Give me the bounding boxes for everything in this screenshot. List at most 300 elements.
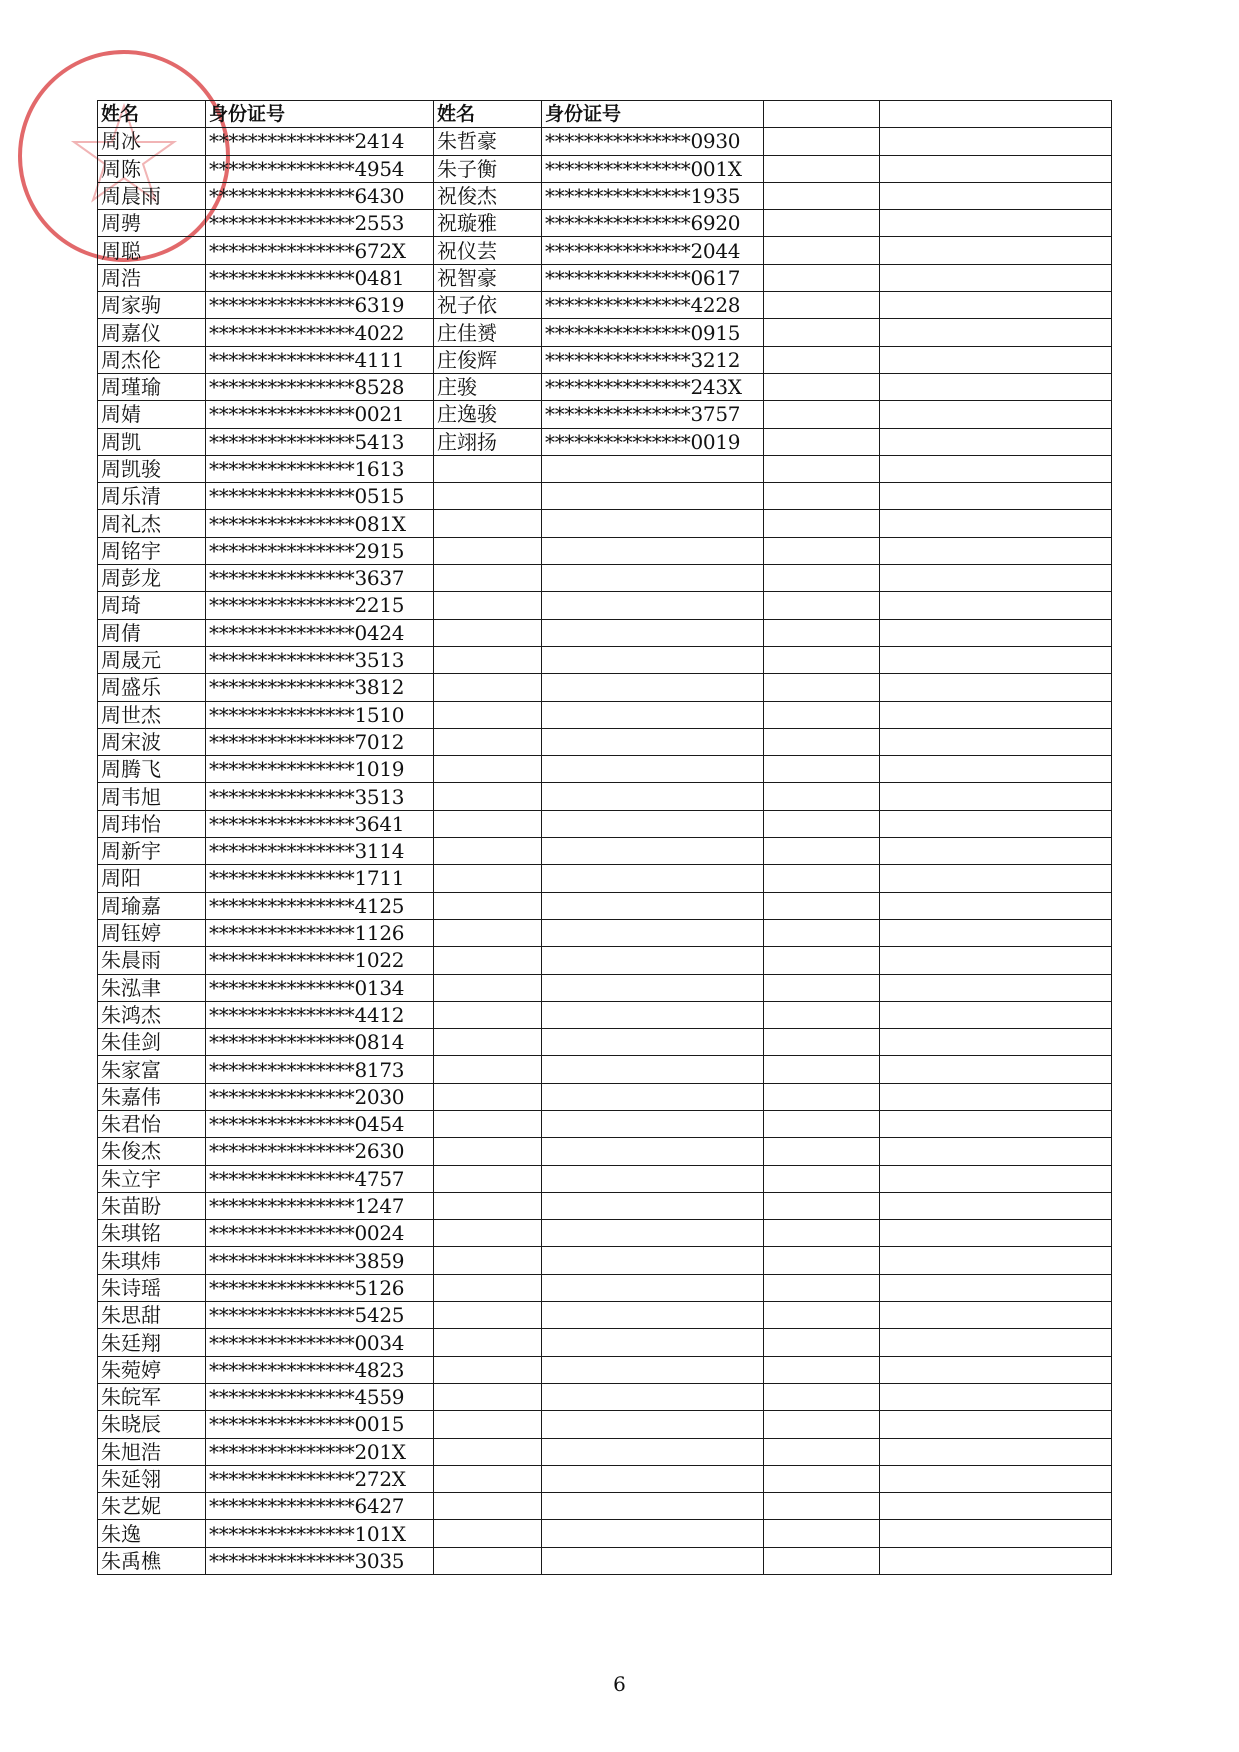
name-cell [434, 947, 542, 974]
id-number-cell: ***************3513 [206, 783, 434, 810]
blank-cell [764, 1520, 880, 1547]
table-row [98, 510, 1112, 537]
blank-cell [764, 401, 880, 428]
id-number-cell: ***************0814 [206, 1029, 434, 1056]
page-number: 6 [613, 1672, 626, 1696]
blank-cell [880, 1138, 1112, 1165]
id-number-cell [542, 1192, 764, 1219]
name-cell [434, 728, 542, 755]
column-header-name: 姓名 [98, 101, 206, 128]
id-number-cell [542, 537, 764, 564]
id-number-cell [542, 1056, 764, 1083]
id-number-cell: ***************1247 [206, 1192, 434, 1219]
name-cell [434, 756, 542, 783]
name-cell [434, 1220, 542, 1247]
blank-cell [764, 1356, 880, 1383]
name-cell [434, 892, 542, 919]
blank-cell [764, 810, 880, 837]
blank-cell [880, 1493, 1112, 1520]
table-row [98, 537, 1112, 564]
blank-cell [880, 1083, 1112, 1110]
blank-cell [764, 728, 880, 755]
id-number-cell: ***************001X [542, 155, 764, 182]
name-cell: 周瑜嘉 [98, 892, 206, 919]
id-number-cell: ***************272X [206, 1465, 434, 1492]
name-cell: 朱俊杰 [98, 1138, 206, 1165]
name-cell [434, 1192, 542, 1219]
name-cell: 祝智豪 [434, 264, 542, 291]
table-row [98, 455, 1112, 482]
name-cell: 周杰伦 [98, 346, 206, 373]
id-number-cell: ***************6427 [206, 1493, 434, 1520]
id-number-cell: ***************3114 [206, 838, 434, 865]
name-cell [434, 783, 542, 810]
id-number-cell: ***************4559 [206, 1383, 434, 1410]
name-cell [434, 455, 542, 482]
id-number-cell: ***************201X [206, 1438, 434, 1465]
id-number-cell: ***************1022 [206, 947, 434, 974]
blank-cell [764, 319, 880, 346]
id-number-cell: ***************0617 [542, 264, 764, 291]
name-cell [434, 1056, 542, 1083]
table-row [98, 1165, 1112, 1192]
name-cell: 周彭龙 [98, 565, 206, 592]
id-number-cell [542, 1383, 764, 1410]
table-row [98, 1383, 1112, 1410]
name-cell: 朱思甜 [98, 1302, 206, 1329]
name-cell: 周腾飞 [98, 756, 206, 783]
id-number-cell: ***************0481 [206, 264, 434, 291]
id-number-cell: ***************2030 [206, 1083, 434, 1110]
blank-cell [880, 428, 1112, 455]
name-cell [434, 865, 542, 892]
id-number-cell [542, 510, 764, 537]
name-cell [434, 510, 542, 537]
blank-cell [764, 537, 880, 564]
table-row [98, 346, 1112, 373]
table-row [98, 1192, 1112, 1219]
blank-cell [880, 1547, 1112, 1574]
id-number-cell: ***************0134 [206, 974, 434, 1001]
table-row [98, 1274, 1112, 1301]
id-number-cell [542, 756, 764, 783]
blank-cell [764, 865, 880, 892]
table-row [98, 1520, 1112, 1547]
id-number-cell: ***************5413 [206, 428, 434, 455]
name-cell: 朱佳剑 [98, 1029, 206, 1056]
name-cell [434, 674, 542, 701]
blank-cell [764, 919, 880, 946]
blank-cell [764, 237, 880, 264]
table-row [98, 1465, 1112, 1492]
blank-cell [880, 1329, 1112, 1356]
name-cell: 周瑾瑜 [98, 373, 206, 400]
name-cell [434, 592, 542, 619]
name-cell: 朱嘉伟 [98, 1083, 206, 1110]
id-number-cell: ***************672X [206, 237, 434, 264]
id-number-cell: ***************1613 [206, 455, 434, 482]
name-cell: 朱诗瑶 [98, 1274, 206, 1301]
id-number-cell [542, 646, 764, 673]
blank-cell [880, 728, 1112, 755]
name-cell [434, 1165, 542, 1192]
name-cell: 庄骏 [434, 373, 542, 400]
table-row [98, 674, 1112, 701]
id-number-cell [542, 838, 764, 865]
table-row [98, 1356, 1112, 1383]
name-cell [434, 1356, 542, 1383]
blank-cell [880, 264, 1112, 291]
id-number-cell: ***************3035 [206, 1547, 434, 1574]
id-number-cell: ***************243X [542, 373, 764, 400]
id-number-cell: ***************2215 [206, 592, 434, 619]
blank-cell [764, 1029, 880, 1056]
table-row [98, 1056, 1112, 1083]
name-cell [434, 619, 542, 646]
id-number-cell: ***************1935 [542, 182, 764, 209]
blank-cell [880, 1192, 1112, 1219]
blank-cell [764, 892, 880, 919]
name-cell: 周琦 [98, 592, 206, 619]
name-cell: 周宋波 [98, 728, 206, 755]
table-row [98, 838, 1112, 865]
id-number-cell: ***************2044 [542, 237, 764, 264]
name-cell: 朱菀婷 [98, 1356, 206, 1383]
blank-cell [764, 1220, 880, 1247]
name-cell [434, 838, 542, 865]
table-row [98, 919, 1112, 946]
id-number-cell [542, 1001, 764, 1028]
id-number-cell: ***************0034 [206, 1329, 434, 1356]
blank-cell [764, 1411, 880, 1438]
blank-cell [880, 1056, 1112, 1083]
table-row [98, 810, 1112, 837]
table-row [98, 1029, 1112, 1056]
blank-cell [880, 292, 1112, 319]
blank-cell [880, 1302, 1112, 1329]
name-cell: 朱晨雨 [98, 947, 206, 974]
table-row [98, 319, 1112, 346]
blank-cell [764, 292, 880, 319]
id-number-cell: ***************2553 [206, 210, 434, 237]
name-cell [434, 483, 542, 510]
name-cell: 朱晓辰 [98, 1411, 206, 1438]
id-number-cell: ***************4823 [206, 1356, 434, 1383]
table-row [98, 1138, 1112, 1165]
id-number-cell: ***************4022 [206, 319, 434, 346]
name-cell: 周铭宇 [98, 537, 206, 564]
table-row [98, 565, 1112, 592]
blank-cell [764, 619, 880, 646]
blank-cell [764, 592, 880, 619]
blank-cell [764, 1438, 880, 1465]
id-number-cell [542, 701, 764, 728]
id-number-cell: ***************0024 [206, 1220, 434, 1247]
blank-cell [880, 182, 1112, 209]
name-cell [434, 1247, 542, 1274]
name-cell [434, 1001, 542, 1028]
name-cell: 祝子依 [434, 292, 542, 319]
table-row [98, 1110, 1112, 1137]
blank-cell [880, 674, 1112, 701]
blank-cell [880, 810, 1112, 837]
table-row [98, 1438, 1112, 1465]
blank-cell [764, 210, 880, 237]
id-number-cell [542, 1411, 764, 1438]
name-cell: 朱禹樵 [98, 1547, 206, 1574]
id-number-cell: ***************2915 [206, 537, 434, 564]
blank-cell [764, 373, 880, 400]
blank-cell [764, 182, 880, 209]
table-row [98, 619, 1112, 646]
id-number-cell: ***************1711 [206, 865, 434, 892]
id-number-cell [542, 728, 764, 755]
name-cell: 庄翊扬 [434, 428, 542, 455]
blank-cell [880, 619, 1112, 646]
id-number-cell [542, 1302, 764, 1329]
blank-cell [764, 264, 880, 291]
blank-cell [880, 1247, 1112, 1274]
blank-cell [880, 1165, 1112, 1192]
id-number-cell: ***************6319 [206, 292, 434, 319]
name-cell: 朱鸿杰 [98, 1001, 206, 1028]
id-number-cell: ***************8528 [206, 373, 434, 400]
blank-cell [880, 483, 1112, 510]
id-number-cell: ***************3641 [206, 810, 434, 837]
table-row [98, 728, 1112, 755]
name-cell: 祝璇雅 [434, 210, 542, 237]
blank-cell [880, 974, 1112, 1001]
table-row [98, 974, 1112, 1001]
blank-cell [880, 701, 1112, 728]
table-row [98, 592, 1112, 619]
table-row [98, 483, 1112, 510]
blank-cell [764, 1329, 880, 1356]
blank-cell [764, 1247, 880, 1274]
blank-cell [764, 1493, 880, 1520]
name-cell: 朱哲豪 [434, 128, 542, 155]
name-cell: 朱艺妮 [98, 1493, 206, 1520]
name-cell: 周乐清 [98, 483, 206, 510]
name-cell: 祝俊杰 [434, 182, 542, 209]
table-row [98, 210, 1112, 237]
name-cell: 祝仪芸 [434, 237, 542, 264]
name-cell: 周凯骏 [98, 455, 206, 482]
id-number-cell [542, 1029, 764, 1056]
name-cell: 周礼杰 [98, 510, 206, 537]
name-cell [434, 646, 542, 673]
roster-table [97, 100, 1112, 1575]
header-row [98, 101, 1112, 128]
id-number-cell: ***************101X [206, 1520, 434, 1547]
id-number-cell [542, 1110, 764, 1137]
id-number-cell: ***************1019 [206, 756, 434, 783]
table-row [98, 756, 1112, 783]
id-number-cell [542, 892, 764, 919]
table-row [98, 1220, 1112, 1247]
name-cell [434, 1465, 542, 1492]
id-number-cell [542, 619, 764, 646]
id-number-cell: ***************3212 [542, 346, 764, 373]
blank-cell [764, 674, 880, 701]
table-row [98, 1247, 1112, 1274]
id-number-cell: ***************2414 [206, 128, 434, 155]
id-number-cell [542, 1329, 764, 1356]
name-cell: 周浩 [98, 264, 206, 291]
blank-cell [764, 1056, 880, 1083]
id-number-cell: ***************4228 [542, 292, 764, 319]
table-row [98, 1001, 1112, 1028]
name-cell [434, 1138, 542, 1165]
blank-cell [880, 919, 1112, 946]
blank-cell [764, 1001, 880, 1028]
name-cell: 朱廷翔 [98, 1329, 206, 1356]
name-cell: 周新宇 [98, 838, 206, 865]
id-number-cell [542, 1083, 764, 1110]
blank-cell [764, 1302, 880, 1329]
name-cell: 周倩 [98, 619, 206, 646]
blank-cell [880, 1411, 1112, 1438]
name-cell: 周婧 [98, 401, 206, 428]
blank-cell [880, 1383, 1112, 1410]
name-cell: 周嘉仪 [98, 319, 206, 346]
column-header-id: 身份证号 [206, 101, 434, 128]
blank-cell [764, 1192, 880, 1219]
id-number-cell [542, 947, 764, 974]
blank-cell [880, 155, 1112, 182]
blank-cell [880, 646, 1112, 673]
blank-cell [880, 865, 1112, 892]
id-number-cell: ***************0915 [542, 319, 764, 346]
name-cell [434, 1383, 542, 1410]
name-cell [434, 1547, 542, 1574]
blank-cell [880, 756, 1112, 783]
table-row [98, 1083, 1112, 1110]
table-row [98, 1493, 1112, 1520]
id-number-cell: ***************6920 [542, 210, 764, 237]
table-row [98, 401, 1112, 428]
name-cell: 朱逸 [98, 1520, 206, 1547]
table-row [98, 128, 1112, 155]
blank-cell [880, 1220, 1112, 1247]
blank-cell [764, 483, 880, 510]
id-number-cell [542, 1356, 764, 1383]
id-number-cell: ***************3859 [206, 1247, 434, 1274]
id-number-cell: ***************6430 [206, 182, 434, 209]
roster-sheet [97, 100, 1111, 1625]
table-row [98, 428, 1112, 455]
name-cell: 朱琪铭 [98, 1220, 206, 1247]
blank-cell [764, 756, 880, 783]
id-number-cell: ***************7012 [206, 728, 434, 755]
name-cell: 周冰 [98, 128, 206, 155]
id-number-cell: ***************3637 [206, 565, 434, 592]
id-number-cell: ***************0930 [542, 128, 764, 155]
name-cell: 周盛乐 [98, 674, 206, 701]
name-cell: 朱延翎 [98, 1465, 206, 1492]
id-number-cell: ***************0019 [542, 428, 764, 455]
id-number-cell: ***************2630 [206, 1138, 434, 1165]
id-number-cell: ***************4757 [206, 1165, 434, 1192]
blank-cell [880, 565, 1112, 592]
id-number-cell [542, 592, 764, 619]
name-cell: 朱立宇 [98, 1165, 206, 1192]
id-number-cell [542, 1138, 764, 1165]
id-number-cell: ***************3757 [542, 401, 764, 428]
table-row [98, 264, 1112, 291]
blank-cell [880, 1356, 1112, 1383]
name-cell [434, 810, 542, 837]
name-cell: 周钰婷 [98, 919, 206, 946]
blank-cell [764, 783, 880, 810]
id-number-cell: ***************5425 [206, 1302, 434, 1329]
id-number-cell: ***************0424 [206, 619, 434, 646]
table-row [98, 865, 1112, 892]
blank-cell [764, 1165, 880, 1192]
blank-cell [880, 210, 1112, 237]
blank-cell [764, 1383, 880, 1410]
blank-cell [880, 1465, 1112, 1492]
blank-cell [764, 701, 880, 728]
name-cell: 庄俊辉 [434, 346, 542, 373]
name-cell [434, 1083, 542, 1110]
id-number-cell: ***************8173 [206, 1056, 434, 1083]
blank-cell [764, 565, 880, 592]
blank-cell [880, 510, 1112, 537]
name-cell: 周骋 [98, 210, 206, 237]
name-cell: 朱家富 [98, 1056, 206, 1083]
id-number-cell [542, 1465, 764, 1492]
id-number-cell: ***************3513 [206, 646, 434, 673]
name-cell [434, 1438, 542, 1465]
blank-cell [764, 1083, 880, 1110]
id-number-cell [542, 810, 764, 837]
column-header-id [880, 101, 1112, 128]
name-cell [434, 1520, 542, 1547]
name-cell: 朱子衡 [434, 155, 542, 182]
blank-cell [880, 947, 1112, 974]
id-number-cell [542, 1247, 764, 1274]
blank-cell [764, 838, 880, 865]
blank-cell [764, 947, 880, 974]
blank-cell [880, 1110, 1112, 1137]
blank-cell [880, 892, 1112, 919]
name-cell [434, 1493, 542, 1520]
name-cell: 周阳 [98, 865, 206, 892]
name-cell [434, 1411, 542, 1438]
id-number-cell [542, 865, 764, 892]
blank-cell [880, 319, 1112, 346]
name-cell: 周玮怡 [98, 810, 206, 837]
id-number-cell: ***************4954 [206, 155, 434, 182]
blank-cell [880, 783, 1112, 810]
blank-cell [764, 1138, 880, 1165]
id-number-cell: ***************0015 [206, 1411, 434, 1438]
table-row [98, 292, 1112, 319]
id-number-cell [542, 1438, 764, 1465]
column-header-name: 姓名 [434, 101, 542, 128]
blank-cell [880, 128, 1112, 155]
id-number-cell: ***************1126 [206, 919, 434, 946]
blank-cell [880, 237, 1112, 264]
blank-cell [880, 592, 1112, 619]
table-row [98, 1329, 1112, 1356]
blank-cell [880, 838, 1112, 865]
id-number-cell [542, 565, 764, 592]
id-number-cell [542, 1220, 764, 1247]
blank-cell [880, 1029, 1112, 1056]
blank-cell [764, 1274, 880, 1301]
